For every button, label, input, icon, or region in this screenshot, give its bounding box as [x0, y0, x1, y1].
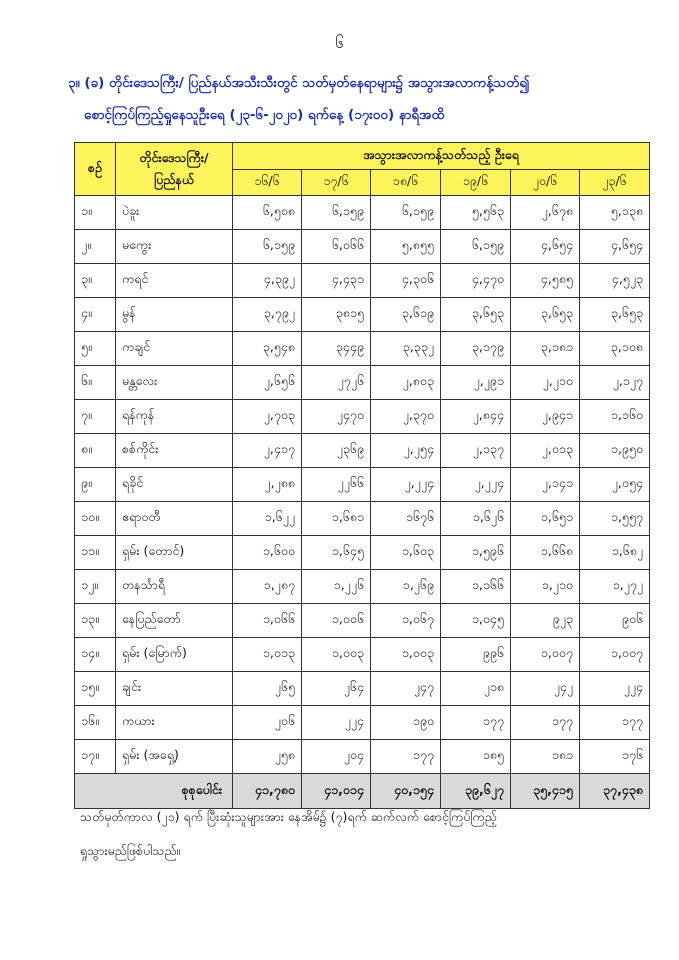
count-cell: ၃,၆၅၃	[441, 298, 511, 332]
count-cell: ၁,၂၂၆	[302, 570, 371, 604]
count-cell: ၁,၆၄၅	[302, 536, 371, 570]
count-cell: ၁,၀၄၅	[441, 604, 511, 638]
region-name: ကယား	[116, 706, 233, 740]
count-cell: ၁,၀၁၃	[233, 638, 302, 672]
count-cell: ၂,၆၅၆	[233, 366, 302, 400]
count-cell: ၁၇၇	[441, 706, 511, 740]
region-name: ရှမ်း (တောင်)	[116, 536, 233, 570]
table-row	[75, 672, 650, 706]
count-cell: ၉၉၆	[441, 638, 511, 672]
count-cell: ၄,၄၃၁	[302, 264, 371, 298]
count-cell: ၂၂၆၆	[302, 468, 371, 502]
table-row	[75, 740, 650, 774]
count-cell: ၁,၆၆၈	[511, 536, 580, 570]
row-number: ၂။	[75, 230, 116, 264]
table-row	[75, 570, 650, 604]
count-cell: ၄,၄၇၀	[441, 264, 511, 298]
table-row	[75, 230, 650, 264]
region-name: မွန်	[116, 298, 233, 332]
row-number: ၁၄။	[75, 638, 116, 672]
count-cell: ၂,၀၁၃	[511, 434, 580, 468]
count-cell: ၁,၆၂၂	[233, 502, 302, 536]
count-cell: ၃,၁၇၉	[441, 332, 511, 366]
footnote-line-1: သတ်မှတ်ကာလ (၂၁) ရက် ပြီးဆုံးသူများအား နေအိမ်၌ (၇)ရက် ဆက်လက် စောင့်ကြပ်ကြည့်	[80, 809, 497, 824]
count-cell: ၂,၀၅၄	[580, 468, 650, 502]
count-cell: ၆,၁၅၉	[302, 196, 371, 230]
count-cell: ၁,၀၆၇	[371, 604, 441, 638]
region-name: ပဲခူး	[116, 196, 233, 230]
row-number: ၉။	[75, 468, 116, 502]
count-cell: ၄,၆၅၄	[511, 230, 580, 264]
count-cell: ၂,၁၂၇	[580, 366, 650, 400]
count-cell: ၂၂၄	[580, 672, 650, 706]
count-cell: ၂,၂၈၈	[233, 468, 302, 502]
count-cell: ၁,၀၀၆	[302, 604, 371, 638]
total-cell: ၃၇,၄၃၈	[580, 774, 650, 809]
table-row	[75, 468, 650, 502]
table-row	[75, 706, 650, 740]
region-name: ရှမ်း (အရှေ့)	[116, 740, 233, 774]
count-cell: ၂၅၈	[233, 740, 302, 774]
count-cell: ၁,၀၀၇	[580, 638, 650, 672]
table-row	[75, 536, 650, 570]
table-row	[75, 196, 650, 230]
footnote-line-2: ရှုသွားမည်ဖြစ်ပါသည်။	[80, 843, 181, 858]
count-cell: ၃,၁၈၁	[511, 332, 580, 366]
count-cell: ၁,၂၇၂	[580, 570, 650, 604]
count-cell: ၃,၇၉၂	[233, 298, 302, 332]
count-cell: ၂,၂၂၄	[371, 468, 441, 502]
count-cell: ၁,၂၆၉	[371, 570, 441, 604]
count-cell: ၂၀၄	[302, 740, 371, 774]
table-row	[75, 400, 650, 434]
count-cell: ၁,၂၈၇	[233, 570, 302, 604]
title-line-2: စောင့်ကြပ်ကြည့်ရှုနေသူဦးရေ (၂၃-၆-၂၀၂၀) ရက်နေ့ (၁၇း၀၀) နာရီအထိ	[84, 107, 445, 123]
count-cell: ၁,၆၈၂	[580, 536, 650, 570]
count-cell: ၄,၃၀၆	[371, 264, 441, 298]
count-cell: ၁,၆၀၃	[371, 536, 441, 570]
count-cell: ၃,၆၁၉	[371, 298, 441, 332]
count-cell: ၁၈၁	[511, 740, 580, 774]
count-cell: ၂,၈၄၄	[441, 400, 511, 434]
quarantine-table	[74, 142, 650, 809]
count-cell: ၁၇၆	[580, 740, 650, 774]
count-cell: ၂၄၂	[511, 672, 580, 706]
count-cell: ၃၄၄၉	[302, 332, 371, 366]
total-label: စုစုပေါင်း	[75, 774, 233, 809]
header-date: ၂၃/၆	[580, 170, 650, 196]
count-cell: ၃,၁၀၈	[580, 332, 650, 366]
row-number: ၁၃။	[75, 604, 116, 638]
region-name: တနင်္သာရီ	[116, 570, 233, 604]
total-cell: ၄၁,၇၈၀	[233, 774, 302, 809]
header-group: အသွားအလာကန့်သတ်သည့် ဦးရေ	[233, 143, 650, 170]
count-cell: ၅,၈၅၅	[371, 230, 441, 264]
count-cell: ၂,၁၄၁	[511, 468, 580, 502]
count-cell: ၂,၆၇၈	[511, 196, 580, 230]
count-cell: ၁,၀၀၃	[371, 638, 441, 672]
count-cell: ၃,၃၃၂	[371, 332, 441, 366]
count-cell: ၁,၆၅၁	[511, 502, 580, 536]
header-date: ၁၇/၆	[302, 170, 371, 196]
count-cell: ၂၄၇	[371, 672, 441, 706]
region-name: ကချင်	[116, 332, 233, 366]
count-cell: ၂,၂၁၀	[511, 366, 580, 400]
count-cell: ၂,၉၄၁	[511, 400, 580, 434]
count-cell: ၃,၆၅၃	[580, 298, 650, 332]
count-cell: ၂,၈၀၃	[371, 366, 441, 400]
count-cell: ၁၇၇	[580, 706, 650, 740]
row-number: ၇။	[75, 400, 116, 434]
count-cell: ၆,၀၆၆	[302, 230, 371, 264]
total-cell: ၄၀,၁၅၄	[371, 774, 441, 809]
row-number: ၆။	[75, 366, 116, 400]
count-cell: ၁၆၇၆	[371, 502, 441, 536]
row-number: ၁၂။	[75, 570, 116, 604]
table-row	[75, 332, 650, 366]
region-name: ရခိုင်	[116, 468, 233, 502]
count-cell: ၅,၁၃၈	[580, 196, 650, 230]
count-cell: ၁၈၅	[441, 740, 511, 774]
region-name: ရှမ်း (မြောက်)	[116, 638, 233, 672]
count-cell: ၁,၉၅၀	[580, 434, 650, 468]
count-cell: ၆,၁၅၉	[371, 196, 441, 230]
count-cell: ၁,၁၆၀	[580, 400, 650, 434]
row-number: ၃။	[75, 264, 116, 298]
region-name: ကရင်	[116, 264, 233, 298]
total-cell: ၄၁,၀၁၄	[302, 774, 371, 809]
count-cell: ၁,၆၈၁	[302, 502, 371, 536]
region-name: ရန်ကုန်	[116, 400, 233, 434]
count-cell: ၂,၇၀၃	[233, 400, 302, 434]
header-date: ၁၆/၆	[233, 170, 302, 196]
row-number: ၁၆။	[75, 706, 116, 740]
count-cell: ၄,၅၂၃	[580, 264, 650, 298]
count-cell: ၂,၃၇၀	[371, 400, 441, 434]
row-number: ၄။	[75, 298, 116, 332]
count-cell: ၁၇၇	[511, 706, 580, 740]
region-name: နေပြည်တော်	[116, 604, 233, 638]
header-date: ၁၉/၆	[441, 170, 511, 196]
total-cell: ၃၅,၄၁၅	[511, 774, 580, 809]
count-cell: ၂၆၅	[233, 672, 302, 706]
row-number: ၁၅။	[75, 672, 116, 706]
count-cell: ၂,၄၁၇	[233, 434, 302, 468]
page-number: ၆	[335, 34, 344, 52]
count-cell: ၁၉၀	[371, 706, 441, 740]
count-cell: ၂,၂၅၄	[371, 434, 441, 468]
count-cell: ၉၂၃	[511, 604, 580, 638]
row-number: ၁၇။	[75, 740, 116, 774]
count-cell: ၃,၅၄၈	[233, 332, 302, 366]
count-cell: ၂၂၄	[302, 706, 371, 740]
table-row	[75, 604, 650, 638]
count-cell: ၁,၂၁၀	[511, 570, 580, 604]
count-cell: ၃,၆၅၃	[511, 298, 580, 332]
count-cell: ၁,၀၆၆	[233, 604, 302, 638]
row-number: ၈။	[75, 434, 116, 468]
total-cell: ၃၉,၆၂၇	[441, 774, 511, 809]
row-number: ၁၁။	[75, 536, 116, 570]
count-cell: ၄,၃၉၂	[233, 264, 302, 298]
count-cell: ၂၃၆၉	[302, 434, 371, 468]
count-cell: ၁၇၇	[371, 740, 441, 774]
count-cell: ၄,၆၅၄	[580, 230, 650, 264]
header-region: တိုင်းဒေသကြီး/ ပြည်နယ်	[116, 143, 233, 196]
region-name: မန္တလေး	[116, 366, 233, 400]
count-cell: ၁,၀၀၃	[302, 638, 371, 672]
count-cell: ၁,၅၉၆	[441, 536, 511, 570]
row-number: ၁။	[75, 196, 116, 230]
row-number: ၅။	[75, 332, 116, 366]
header-date: ၂၀/၆	[511, 170, 580, 196]
count-cell: ၃၈၁၅	[302, 298, 371, 332]
count-cell: ၄,၅၈၅	[511, 264, 580, 298]
region-name: စစ်ကိုင်း	[116, 434, 233, 468]
count-cell: ၁,၆၂၆	[441, 502, 511, 536]
count-cell: ၂၄၇၀	[302, 400, 371, 434]
count-cell: ၅,၅၆၃	[441, 196, 511, 230]
count-cell: ၂,၂၉၁	[441, 366, 511, 400]
count-cell: ၂,၂၂၄	[441, 468, 511, 502]
table-row	[75, 264, 650, 298]
row-number: ၁၀။	[75, 502, 116, 536]
table-row	[75, 502, 650, 536]
count-cell: ၉၀၆	[580, 604, 650, 638]
count-cell: ၂၇၂၆	[302, 366, 371, 400]
table-row	[75, 638, 650, 672]
count-cell: ၁,၁၆၆	[441, 570, 511, 604]
count-cell: ၂၀၆	[233, 706, 302, 740]
count-cell: ၁,၆၀၀	[233, 536, 302, 570]
count-cell: ၂,၁၃၇	[441, 434, 511, 468]
header-no: စဉ်	[75, 143, 116, 196]
region-name: ချင်း	[116, 672, 233, 706]
count-cell: ၁,၀၀၇	[511, 638, 580, 672]
header-date: ၁၈/၆	[371, 170, 441, 196]
count-cell: ၆,၁၅၉	[441, 230, 511, 264]
table-row	[75, 298, 650, 332]
count-cell: ၂၁၈	[441, 672, 511, 706]
title-line-1: ၃။ (ခ) တိုင်းဒေသကြီး/ ပြည်နယ်အသီးသီးတွင် သတ်မှတ်နေရာများ၌ အသွားအလာကန့်သတ်၍	[68, 75, 530, 91]
count-cell: ၆,၁၅၉	[233, 230, 302, 264]
count-cell: ၆,၅၀၈	[233, 196, 302, 230]
table-row	[75, 434, 650, 468]
footnote	[80, 800, 660, 868]
count-cell: ၂၆၄	[302, 672, 371, 706]
region-name: ဧရာဝတီ	[116, 502, 233, 536]
region-name: မကွေး	[116, 230, 233, 264]
count-cell: ၁,၅၅၇	[580, 502, 650, 536]
table-row	[75, 366, 650, 400]
